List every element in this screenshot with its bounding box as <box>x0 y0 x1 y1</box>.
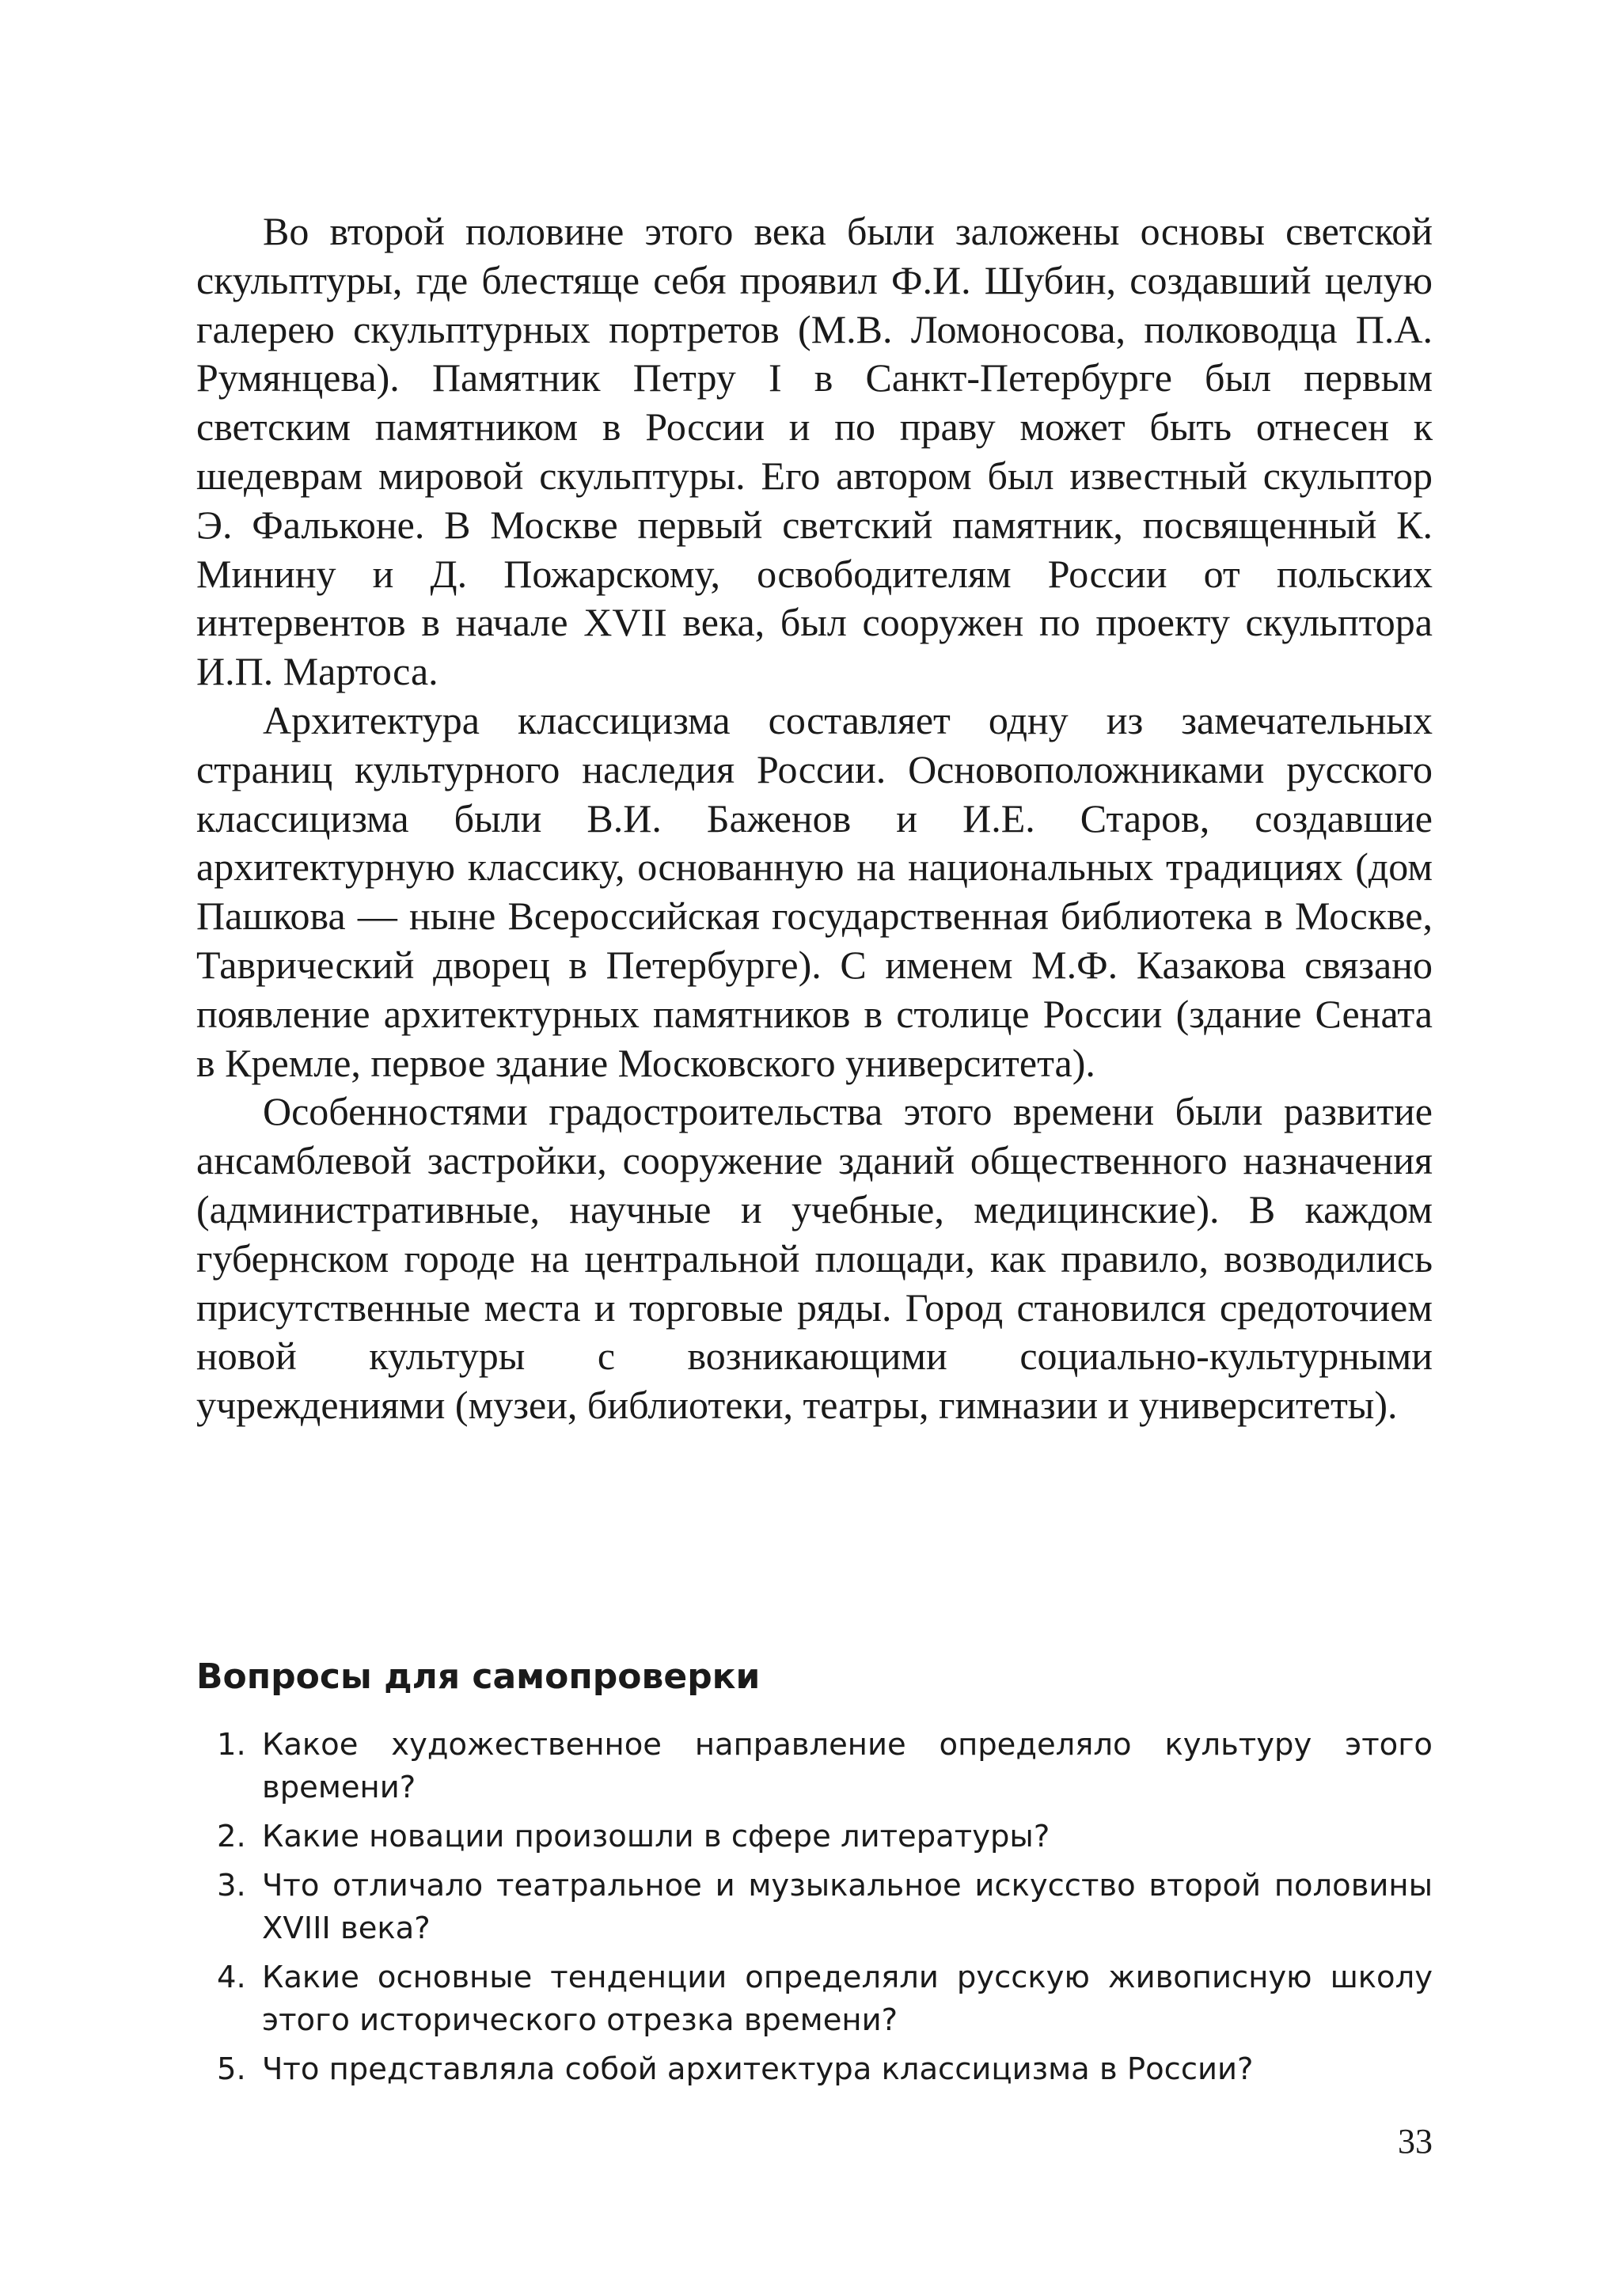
questions-list <box>196 1724 1433 2097</box>
list-item <box>196 1816 1433 1858</box>
main-text <box>196 207 1433 1430</box>
question-number: 4. <box>217 1960 246 1995</box>
list-item <box>196 2048 1433 2091</box>
question-text: Какие основные тенденции определяли русскую живописную школу этого исторического отрезка времени? <box>262 1960 1433 2038</box>
paragraph-urban-planning: Особенностями градостроительства этого времени были развитие ансамблевой застройки, сооружение зданий общественного назначения (административные, научные и учебные, медицинские). В каждом губернском городе на центральной площади, как правило, возводились присутственные места и торговые ряды. Город становился средоточием новой культуры с возникающими социально-культурными учреждениями (музеи, библиотеки, театры, гимназии и университеты). <box>196 1089 1433 1428</box>
question-text: Какое художественное направление определяло культуру этого времени? <box>262 1727 1433 1805</box>
question-number: 2. <box>217 1819 246 1854</box>
list-item <box>196 1956 1433 2042</box>
list-item <box>196 1865 1433 1950</box>
question-text: Какие новации произошли в сфере литературы? <box>262 1819 1050 1854</box>
question-number: 1. <box>217 1727 246 1763</box>
question-text: Что отличало театральное и музыкальное искусство второй половины XVIII века? <box>262 1868 1433 1946</box>
page-number: 33 <box>1398 2122 1433 2161</box>
question-number: 5. <box>217 2051 246 2087</box>
section-heading: Вопросы для самопроверки <box>196 1657 761 1697</box>
question-number: 3. <box>217 1868 246 1903</box>
paragraph-sculpture: Во второй половине этого века были заложены основы светской скульптуры, где блестяще себя проявил Ф.И. Шубин, создавший целую галерею скульптурных портретов (М.В. Ломоносова, полководца П.А. Румянцева). Памятник Петру I в Санкт-Петербурге был первым светским памятником в России и по праву может быть отнесен к шедеврам мировой скульптуры. Его автором был известный скульптор Э. Фальконе. В Москве первый светский памятник, посвященный К. Минину и Д. Пожарскому, освободителям России от польских интервентов в начале XVII века, был сооружен по проекту скульптора И.П. Мартоса. <box>196 209 1433 694</box>
paragraph-architecture: Архитектура классицизма составляет одну из замечательных страниц культурного наследия России. Основоположниками русского классицизма были В.И. Баженов и И.Е. Старов, создавшие архитектурную классику, основанную на национальных традициях (дом Пашкова — ныне Всероссийская государственная библиотека в Москве, Таврический дворец в Петербурге). С именем М.Ф. Казакова связано появление архитектурных памятников в столице России (здание Сената в Кремле, первое здание Московского университета). <box>196 697 1433 1085</box>
list-item <box>196 1724 1433 1809</box>
question-text: Что представляла собой архитектура классицизма в России? <box>262 2051 1254 2087</box>
